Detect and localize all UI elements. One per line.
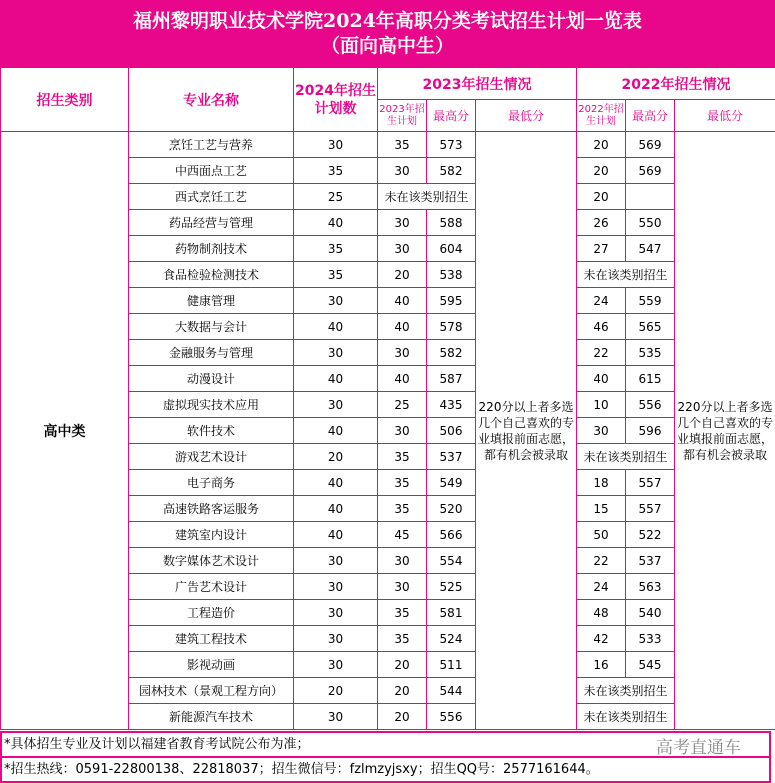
major-name: 金融服务与管理 (129, 340, 294, 366)
plan-2024: 30 (294, 132, 378, 158)
max-score-2022: 559 (626, 288, 675, 314)
plan-2023: 30 (378, 340, 427, 366)
major-name: 食品检验检测技术 (129, 262, 294, 288)
max-score-2023: 525 (427, 574, 476, 600)
header-2022: 2022年招生情况 (577, 68, 775, 100)
max-score-2023: 581 (427, 600, 476, 626)
plan-2023: 35 (378, 470, 427, 496)
plan-2023: 45 (378, 522, 427, 548)
header-2023: 2023年招生情况 (378, 68, 577, 100)
max-score-2022 (626, 184, 675, 210)
plan-2024: 40 (294, 366, 378, 392)
max-score-2022: 557 (626, 470, 675, 496)
major-name: 建筑工程技术 (129, 626, 294, 652)
plan-2023: 20 (378, 678, 427, 704)
not-enrolled-2023: 未在该类别招生 (378, 184, 476, 210)
plan-2022: 48 (577, 600, 626, 626)
max-score-2022: 615 (626, 366, 675, 392)
plan-2022: 16 (577, 652, 626, 678)
max-score-2023: 506 (427, 418, 476, 444)
min-score-note-2022: 220分以上者多选几个自己喜欢的专业填报前面志愿，都有机会被录取 (675, 132, 775, 730)
major-name: 软件技术 (129, 418, 294, 444)
plan-2023: 20 (378, 262, 427, 288)
major-name: 影视动画 (129, 652, 294, 678)
max-score-2023: 511 (427, 652, 476, 678)
major-name: 虚拟现实技术应用 (129, 392, 294, 418)
plan-2023: 30 (378, 418, 427, 444)
plan-2024: 40 (294, 418, 378, 444)
plan-2022: 27 (577, 236, 626, 262)
plan-2024: 20 (294, 444, 378, 470)
plan-2024: 30 (294, 548, 378, 574)
plan-2023: 25 (378, 392, 427, 418)
not-enrolled-2022: 未在该类别招生 (577, 444, 675, 470)
plan-2024: 30 (294, 600, 378, 626)
page-title: 福州黎明职业技术学院2024年高职分类考试招生计划一览表 (133, 10, 642, 32)
max-score-2022: 550 (626, 210, 675, 236)
plan-2024: 40 (294, 210, 378, 236)
plan-2024: 40 (294, 314, 378, 340)
max-score-2022: 556 (626, 392, 675, 418)
plan-2022: 22 (577, 548, 626, 574)
header-plan-2022: 2022年招生计划 (577, 100, 626, 132)
header-major: 专业名称 (129, 68, 294, 132)
plan-2022: 42 (577, 626, 626, 652)
max-score-2022: 569 (626, 158, 675, 184)
max-score-2023: 556 (427, 704, 476, 730)
plan-2022: 50 (577, 522, 626, 548)
max-score-2022: 537 (626, 548, 675, 574)
plan-2022: 46 (577, 314, 626, 340)
plan-2023: 35 (378, 600, 427, 626)
plan-2023: 35 (378, 496, 427, 522)
not-enrolled-2022: 未在该类别招生 (577, 262, 675, 288)
max-score-2022: 545 (626, 652, 675, 678)
max-score-2023: 538 (427, 262, 476, 288)
plan-2024: 30 (294, 626, 378, 652)
plan-2024: 35 (294, 262, 378, 288)
enrollment-table (0, 67, 775, 730)
plan-2023: 20 (378, 704, 427, 730)
major-name: 健康管理 (129, 288, 294, 314)
page-subtitle: （面向高中生） (320, 35, 454, 57)
max-score-2022: 535 (626, 340, 675, 366)
plan-2024: 30 (294, 288, 378, 314)
footer-note (0, 731, 771, 758)
max-score-2023: 578 (427, 314, 476, 340)
plan-2022: 24 (577, 574, 626, 600)
not-enrolled-2022: 未在该类别招生 (577, 704, 675, 730)
major-name: 广告艺术设计 (129, 574, 294, 600)
max-score-2023: 582 (427, 340, 476, 366)
plan-2023: 35 (378, 132, 427, 158)
major-name: 游戏艺术设计 (129, 444, 294, 470)
max-score-2023: 582 (427, 158, 476, 184)
plan-2022: 26 (577, 210, 626, 236)
max-score-2022: 540 (626, 600, 675, 626)
plan-2024: 30 (294, 392, 378, 418)
plan-2024: 40 (294, 522, 378, 548)
max-score-2023: 595 (427, 288, 476, 314)
plan-2024: 35 (294, 236, 378, 262)
plan-2024: 30 (294, 704, 378, 730)
plan-2022: 40 (577, 366, 626, 392)
plan-2022: 24 (577, 288, 626, 314)
major-name: 数字媒体艺术设计 (129, 548, 294, 574)
plan-2022: 15 (577, 496, 626, 522)
max-score-2022: 533 (626, 626, 675, 652)
plan-2023: 30 (378, 158, 427, 184)
plan-2024: 30 (294, 574, 378, 600)
max-score-2023: 435 (427, 392, 476, 418)
major-name: 高速铁路客运服务 (129, 496, 294, 522)
plan-2023: 40 (378, 288, 427, 314)
footer-note-text: *具体招生专业及计划以福建省教育考试院公布为准； (4, 737, 310, 752)
watermark: 高考直通车 (656, 738, 741, 758)
max-score-2022: 565 (626, 314, 675, 340)
header-plan-2023: 2023年招生计划 (378, 100, 427, 132)
plan-2024: 40 (294, 470, 378, 496)
plan-2023: 30 (378, 548, 427, 574)
plan-2023: 35 (378, 626, 427, 652)
major-name: 动漫设计 (129, 366, 294, 392)
max-score-2023: 524 (427, 626, 476, 652)
max-score-2023: 587 (427, 366, 476, 392)
plan-2023: 40 (378, 366, 427, 392)
title-banner (0, 0, 775, 67)
max-score-2023: 537 (427, 444, 476, 470)
plan-2022: 20 (577, 158, 626, 184)
max-score-2022: 596 (626, 418, 675, 444)
plan-2022: 18 (577, 470, 626, 496)
plan-2023: 40 (378, 314, 427, 340)
max-score-2023: 549 (427, 470, 476, 496)
max-score-2023: 544 (427, 678, 476, 704)
plan-2024: 30 (294, 340, 378, 366)
not-enrolled-2022: 未在该类别招生 (577, 678, 675, 704)
header-max-2022: 最高分 (626, 100, 675, 132)
plan-2024: 30 (294, 652, 378, 678)
max-score-2022: 547 (626, 236, 675, 262)
plan-2023: 30 (378, 574, 427, 600)
major-name: 园林技术（景观工程方向） (129, 678, 294, 704)
min-score-note-2023: 220分以上者多选几个自己喜欢的专业填报前面志愿，都有机会被录取 (476, 132, 577, 730)
plan-2022: 20 (577, 184, 626, 210)
plan-2023: 35 (378, 444, 427, 470)
major-name: 电子商务 (129, 470, 294, 496)
major-name: 药物制剂技术 (129, 236, 294, 262)
header-plan-2024: 2024年招生计划数 (294, 68, 378, 132)
table-row (1, 132, 775, 158)
plan-2024: 20 (294, 678, 378, 704)
plan-2023: 30 (378, 210, 427, 236)
category-cell: 高中类 (1, 132, 129, 730)
plan-2023: 20 (378, 652, 427, 678)
header-max-2023: 最高分 (427, 100, 476, 132)
max-score-2023: 604 (427, 236, 476, 262)
major-name: 药品经营与管理 (129, 210, 294, 236)
major-name: 烹饪工艺与营养 (129, 132, 294, 158)
plan-2024: 35 (294, 158, 378, 184)
plan-2022: 22 (577, 340, 626, 366)
plan-2023: 30 (378, 236, 427, 262)
plan-2024: 25 (294, 184, 378, 210)
max-score-2023: 573 (427, 132, 476, 158)
major-name: 中西面点工艺 (129, 158, 294, 184)
major-name: 西式烹饪工艺 (129, 184, 294, 210)
major-name: 大数据与会计 (129, 314, 294, 340)
max-score-2022: 569 (626, 132, 675, 158)
plan-2022: 10 (577, 392, 626, 418)
max-score-2023: 520 (427, 496, 476, 522)
max-score-2023: 566 (427, 522, 476, 548)
max-score-2022: 557 (626, 496, 675, 522)
max-score-2023: 554 (427, 548, 476, 574)
major-name: 建筑室内设计 (129, 522, 294, 548)
max-score-2022: 522 (626, 522, 675, 548)
footer-contact-text: *招生热线：0591-22800138、22818037；招生微信号：fzlmzyjsxy；招生QQ号：2577161644。 (4, 762, 599, 777)
plan-2024: 40 (294, 496, 378, 522)
max-score-2023: 588 (427, 210, 476, 236)
plan-2022: 20 (577, 132, 626, 158)
max-score-2022: 563 (626, 574, 675, 600)
header-min-2023: 最低分 (476, 100, 577, 132)
footer-contact (0, 756, 771, 783)
plan-2022: 30 (577, 418, 626, 444)
header-min-2022: 最低分 (675, 100, 775, 132)
header-category: 招生类别 (1, 68, 129, 132)
major-name: 工程造价 (129, 600, 294, 626)
major-name: 新能源汽车技术 (129, 704, 294, 730)
